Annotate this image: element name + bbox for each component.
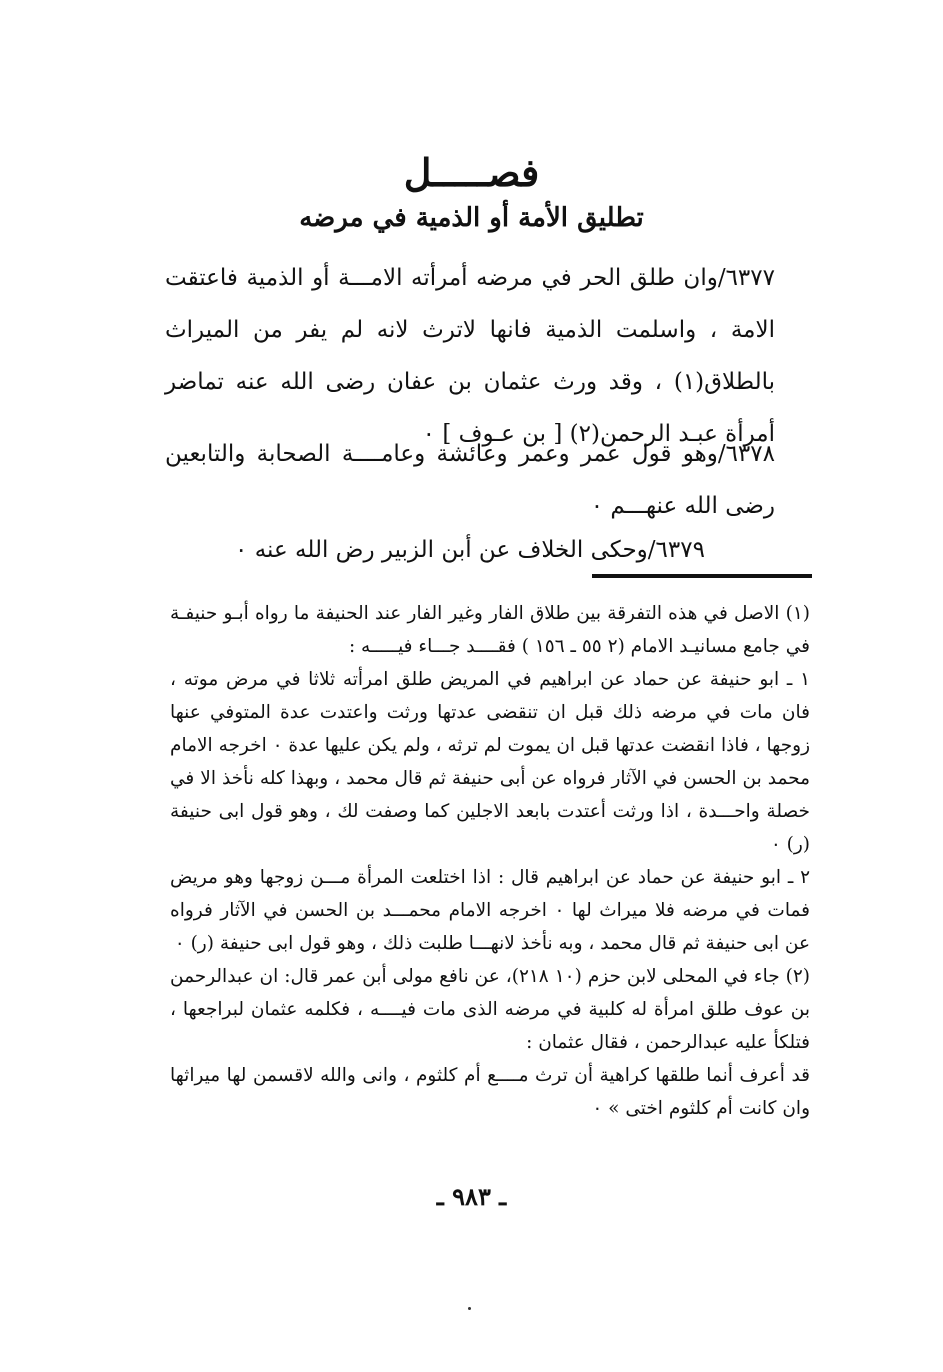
footnotes — [170, 597, 810, 1125]
paragraph-text: ٦٣٧٨/وهو قول عمر وعمر وعائشة وعامــــة الصحابة والتابعين رضى الله عنهـــم ٠ — [165, 441, 775, 519]
footnote-2: (٢) جاء في المحلى لابن حزم (١٠ ٢١٨)، عن نافع مولى أبن عمر قال: ان عبدالرحمن بن عوف طلق امرأة له كلبية في مرضه الذى مات فيــــه ، فكلمه عثمان لبراجعها ، فتلكأ عليه عبدالرحمن ، فقال عثمان : — [170, 966, 811, 1053]
footnote-1-item-2: ٢ ـ ابو حنيفة عن حماد عن ابراهيم قال : اذا اختلعت المرأة مـــن زوجها وهو مريض فمات في مرضه فلا ميراث لها ٠ اخرجه الامام محمـــد بن الحسن في الآثار فرواه عن ابى حنيفة ثم قال محمد ، وبه نأخذ لانهـــا طلبت ذلك ، وهو قول ابى حنيفة (ر) ٠ — [170, 867, 811, 954]
footnote-2-quote: قد أعرف أنما طلقها كراهية أن ترث مــــع أم كلثوم ، وانى والله لاقسمن لها ميراثها وان كانت أم كلثوم اختى » ٠ — [170, 1065, 810, 1119]
chapter-heading: فصـــــل — [403, 150, 540, 195]
footnote-divider — [592, 574, 812, 578]
scan-speck — [468, 1307, 471, 1310]
section-title: تطليق الأمة أو الذمية في مرضه — [299, 203, 644, 233]
paragraph-6378 — [165, 428, 775, 532]
paragraph-text: ٦٣٧٩/وحكى الخلاف عن أبن الزبير رض الله عنه ٠ — [235, 537, 705, 563]
paragraph-6379 — [165, 524, 775, 576]
footnote-1-item-1: ١ ـ ابو حنيفة عن حماد عن ابراهيم في المريض طلق امرأته ثلاثا في مرض موته ، فان مات في مرضه ذلك قبل ان تنقضى عدتها ورثت واعتدت عدة المتوفي عنها زوجها ، فاذا انقضت عدتها قبل ان يموت لم ترثه ، ولم يكن عليها عدة ٠ اخرجه الامام محمد بن الحسن في الآثار فرواه عن أبى حنيفة ثم قال محمد ، وبهذا كله نأخذ الا في خصلة واحـــدة ، اذا ورثت أعتدت بابعد الاجلين كما وصفت لك ، وهو قول ابى حنيفة (ر) ٠ — [170, 669, 811, 855]
paragraph-text: ٦٣٧٧/وان طلق الحر في مرضه أمرأته الامـــة أو الذمية فاعتقت الامة ، واسلمت الذمية فانها لاترث لانه لم يفر من الميراث بالطلاق(١) ، وقد ورث عثمان بن عفان رضى الله عنه تماضر أمرأة عبـد الرحمن(٢) [ بن عـوف ] ٠ — [165, 265, 775, 447]
footnote-1: (١) الاصل في هذه التفرقة بين طلاق الفار وغير الفار عند الحنيفة ما رواه أبـو حنيفـة في جامع مسانيـد الامام (٢ ٥٥ ـ ١٥٦ ) فقــــد جـــاء فيـــــه : — [170, 603, 810, 657]
page-number: ـ ٩٨٣ ـ — [436, 1182, 507, 1211]
